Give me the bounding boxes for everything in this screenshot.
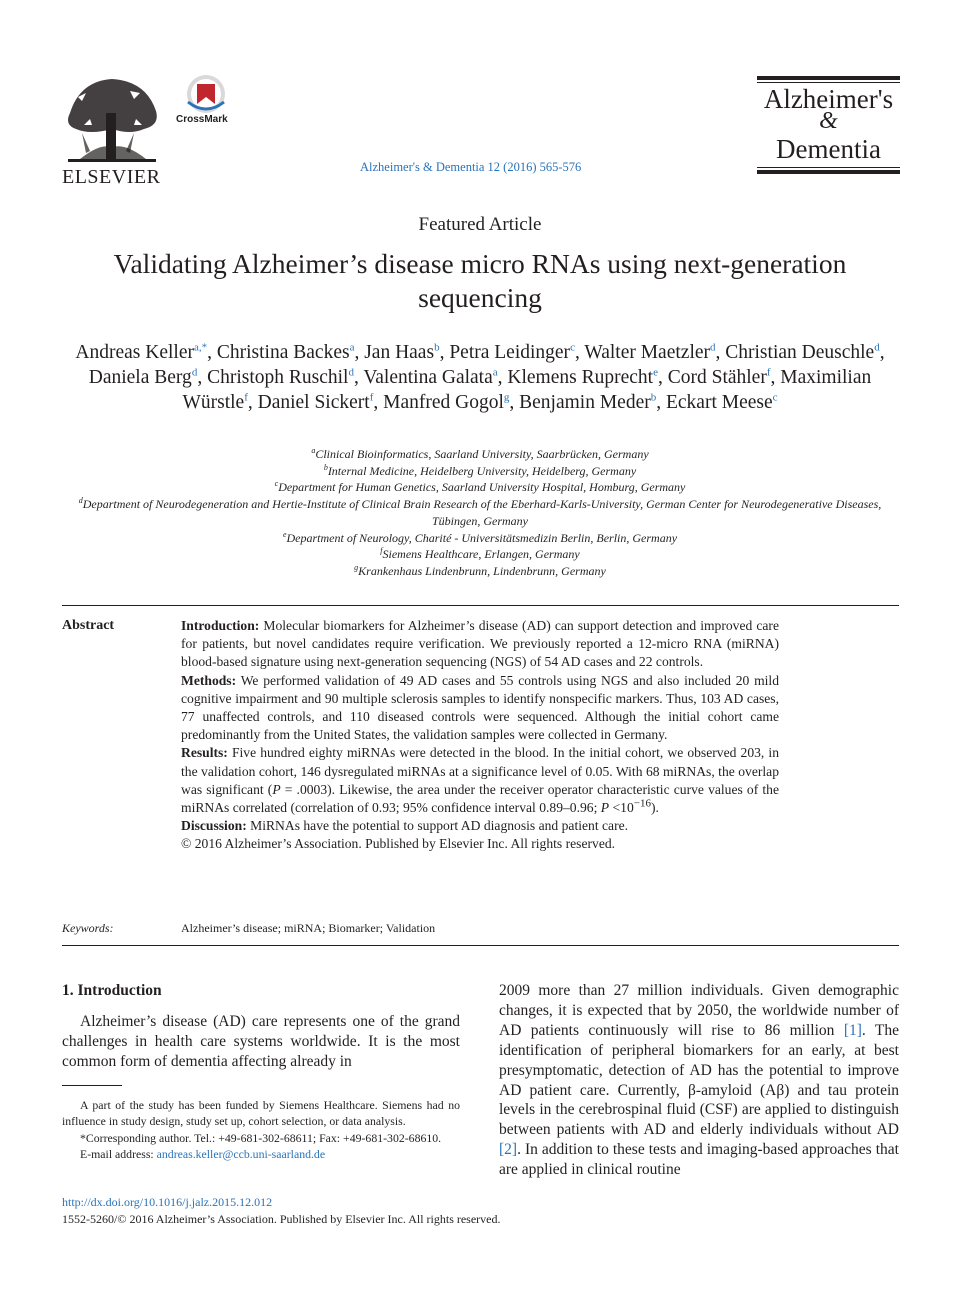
intro-paragraph: Alzheimer’s disease (AD) care represents one of the grand challenges in health care systems worldwide. It is the most common form of dementia affecting already in (62, 1013, 460, 1070)
abstract-discussion: MiRNAs have the potential to support AD diagnosis and patient care. (250, 818, 629, 834)
abstract-label: Abstract (62, 618, 115, 633)
author-affiliation-marker[interactable]: e (653, 366, 658, 379)
author-name: Daniel Sickert (257, 392, 370, 413)
intro-right-part3: . In addition to these tests and imaging-based approaches that are applied in clinical routine (499, 1141, 899, 1179)
author-affiliation-marker[interactable]: c (772, 391, 778, 404)
affiliation-item (58, 530, 902, 547)
journal-logo-ampersand: & (819, 108, 838, 134)
abstract-body (181, 617, 779, 854)
journal-logo-line3: Dementia (776, 134, 881, 164)
author-name: Valentina Galata (363, 367, 493, 388)
author-name: Benjamin Meder (519, 392, 651, 413)
author-name: Christoph Ruschil (207, 367, 349, 388)
footnote-email-label: E-mail address: (80, 1147, 157, 1162)
author-name: Walter Maetzler (584, 342, 711, 363)
intro-right-part2: . The identification of peripheral biomarkers for an early, at best presymptomatic, detection of AD has the potential to improve AD patient care. Currently, β-amyloid (Aβ) and tau protein levels in the cerebrospinal fluid (CSF) are applied to distinguish between patients with AD and elderly individuals without AD (499, 1021, 899, 1139)
reference-link-2[interactable]: [2] (499, 1141, 518, 1159)
abstract-results-label: Results: (181, 745, 228, 761)
footnote-corresponding: *Corresponding author. Tel.: +49-681-302-68611; Fax: +49-681-302-68610. (80, 1130, 442, 1145)
author-name: Eckart Meese (665, 392, 773, 413)
author-list (58, 340, 902, 415)
affiliation-key: b (323, 462, 328, 472)
reference-link-1[interactable]: [1] (843, 1021, 862, 1039)
affiliation-list (58, 446, 902, 580)
author-separator: , (656, 392, 666, 413)
article-type: Featured Article (418, 214, 542, 235)
affiliation-item (58, 479, 902, 496)
author-affiliation-marker[interactable]: b (434, 341, 440, 354)
intro-right-column (499, 981, 899, 1180)
author-separator: , (770, 367, 781, 388)
abstract-introduction-label: Introduction: (181, 618, 260, 633)
author-name: Daniela Berg (88, 367, 192, 388)
intro-right-part1: 2009 more than 27 million individuals. Given demographic changes, it is expected that by 2050, the worldwide number of AD patients continuously will rise to 86 million (499, 982, 899, 1039)
author-name: Maximilian Würstle (182, 367, 872, 413)
affiliation-key: g (354, 562, 359, 572)
author-affiliation-marker[interactable]: d (874, 341, 880, 354)
journal-logo (757, 76, 900, 174)
author-separator: , (354, 342, 365, 363)
abstract-results-part2: = .0003). Likewise, the area under the receiver operator characteristic curve values of the miRNAs correlated (correlation of 0.93; 95% confidence interval 0.89–0.96; (181, 781, 779, 816)
affiliation-text: Krankenhaus Lindenbrunn, Lindenbrunn, Germany (358, 563, 606, 578)
author-affiliation-marker[interactable]: f (244, 391, 248, 404)
affiliation-text: Department of Neurology, Charité - Universitätsmedizin Berlin, Berlin, Germany (286, 530, 678, 545)
footnote-funding: A part of the study has been funded by Siemens Healthcare. Siemens had no influence in study design, study set up, cohort selection, or data analysis. (62, 1098, 460, 1129)
author-separator: , (879, 342, 885, 363)
author-affiliation-marker[interactable]: b (650, 391, 657, 404)
journal-logo-top-rule (757, 76, 900, 80)
affiliation-text: Internal Medicine, Heidelberg University, Heidelberg, Germany (327, 463, 637, 478)
author-separator: , (497, 367, 508, 388)
author-affiliation-marker[interactable]: c (570, 341, 575, 354)
journal-logo-line1: Alzheimer's (763, 84, 894, 114)
intro-left-column (62, 1012, 460, 1072)
affiliation-item (58, 463, 902, 480)
author-affiliation-marker[interactable]: d (710, 341, 716, 354)
author-separator: , (247, 392, 258, 413)
affiliation-text: Siemens Healthcare, Erlangen, Germany (382, 547, 580, 562)
journal-citation-link[interactable]: Alzheimer's & Dementia 12 (2016) 565-576 (360, 160, 582, 174)
author-affiliation-marker[interactable]: a (492, 366, 498, 379)
author-separator: , (715, 342, 726, 363)
publisher-name: ELSEVIER (62, 166, 161, 188)
abstract-introduction: Molecular biomarkers for Alzheimer’s disease (AD) can support detection and improved care for patients, but novel candidates require verification. We previously reported a 12-micro RNA (miRNA) blood-based signature using next-generation sequencing (NGS) of 54 AD cases and 22 controls. (181, 618, 779, 670)
author-separator: , (207, 342, 217, 363)
author-name: Klemens Ruprecht (507, 367, 654, 388)
footnotes (62, 1097, 460, 1163)
author-affiliation-marker[interactable]: a (349, 341, 355, 354)
abstract-methods: We performed validation of 49 AD cases and 55 controls using NGS and also included 20 mild cognitive impairment and 90 multiple sclerosis samples to identify nonspecific markers. Thus, 103 AD cases, 77 unaffected controls, and 110 diseased controls were sequenced. Although the initial cohort came predominantly from the United States, the validation samples were collected in Germany. (181, 672, 780, 743)
crossmark-label: CrossMark (176, 114, 228, 125)
affiliation-item (58, 496, 902, 529)
footer-copyright: 1552-5260/© 2016 Alzheimer’s Association. Published by Elsevier Inc. All rights reserved. (62, 1212, 501, 1226)
affiliation-key: e (282, 529, 287, 539)
affiliation-item (58, 563, 902, 580)
keywords-label: Keywords: (62, 921, 114, 935)
author-separator: , (439, 342, 450, 363)
author-affiliation-marker[interactable]: a,* (193, 341, 208, 354)
abstract-results-part1: Five hundred eighty miRNAs were detected in the blood. In the initial cohort, we observed 203, in the validation cohort, 146 dysregulated miRNAs at a significance level of 0.05. With 68 miRNAs, the overlap was significant ( (181, 745, 779, 797)
author-name: Andreas Keller (75, 342, 194, 363)
abstract-results-exponent: −16 (633, 797, 651, 810)
keywords-value: Alzheimer’s disease; miRNA; Biomarker; Validation (181, 921, 436, 935)
author-separator: , (353, 367, 364, 388)
abstract-copyright: © 2016 Alzheimer’s Association. Published by Elsevier Inc. All rights reserved. (181, 836, 616, 852)
p-symbol: P (272, 781, 281, 797)
abstract-bottom-rule (62, 945, 899, 946)
affiliation-key: d (78, 496, 83, 506)
author-name: Manfred Gogol (383, 392, 504, 413)
abstract-methods-label: Methods: (181, 672, 237, 688)
author-affiliation-marker[interactable]: g (503, 391, 510, 404)
journal-logo-bottom-rule (757, 170, 900, 174)
author-separator: , (657, 367, 668, 388)
affiliation-key: c (274, 479, 279, 489)
email-link[interactable]: andreas.keller@ccb.uni-saarland.de (156, 1147, 326, 1162)
author-name: Christina Backes (216, 342, 350, 363)
footnote-rule (62, 1085, 122, 1086)
author-separator: , (197, 367, 208, 388)
p-symbol-2: P (600, 800, 610, 816)
doi-link[interactable]: http://dx.doi.org/10.1016/j.jalz.2015.12.012 (62, 1195, 273, 1209)
affiliation-text: Clinical Bioinformatics, Saarland University, Saarbrücken, Germany (315, 447, 649, 461)
author-separator: , (574, 342, 585, 363)
journal-logo-bottom-thin-rule (757, 167, 900, 168)
affiliation-item (58, 546, 902, 563)
affiliation-text: Department for Human Genetics, Saarland University Hospital, Homburg, Germany (278, 480, 686, 495)
abstract-discussion-label: Discussion: (181, 818, 247, 834)
author-affiliation-marker[interactable]: d (191, 366, 198, 379)
affiliation-key: a (311, 446, 316, 455)
affiliation-key: f (380, 546, 383, 556)
article-title: Validating Alzheimer’s disease micro RNAs using next-generation sequencing (113, 248, 847, 313)
author-name: Jan Haas (364, 342, 435, 363)
affiliation-text: Department of Neurodegeneration and Hertie-Institute of Clinical Brain Research of the Eberhard-Karls-University, German Center for Neurodegenerative Diseases, Tübingen, Germany (82, 497, 882, 528)
author-affiliation-marker[interactable]: f (369, 391, 374, 404)
author-affiliation-marker[interactable]: d (348, 366, 354, 379)
author-name: Petra Leidinger (449, 342, 571, 363)
author-name: Christian Deuschle (725, 342, 875, 363)
journal-logo-top-thin-rule (757, 82, 900, 83)
author-name: Cord Stähler (667, 367, 767, 388)
author-separator: , (509, 392, 520, 413)
section-heading: 1. Introduction (62, 982, 162, 999)
affiliation-item (58, 446, 902, 463)
abstract-top-rule (62, 605, 899, 606)
author-separator: , (373, 392, 384, 413)
abstract-results-part4: ). (650, 800, 659, 816)
abstract-results-part3: <10 (609, 800, 634, 816)
author-affiliation-marker[interactable]: f (766, 366, 771, 379)
